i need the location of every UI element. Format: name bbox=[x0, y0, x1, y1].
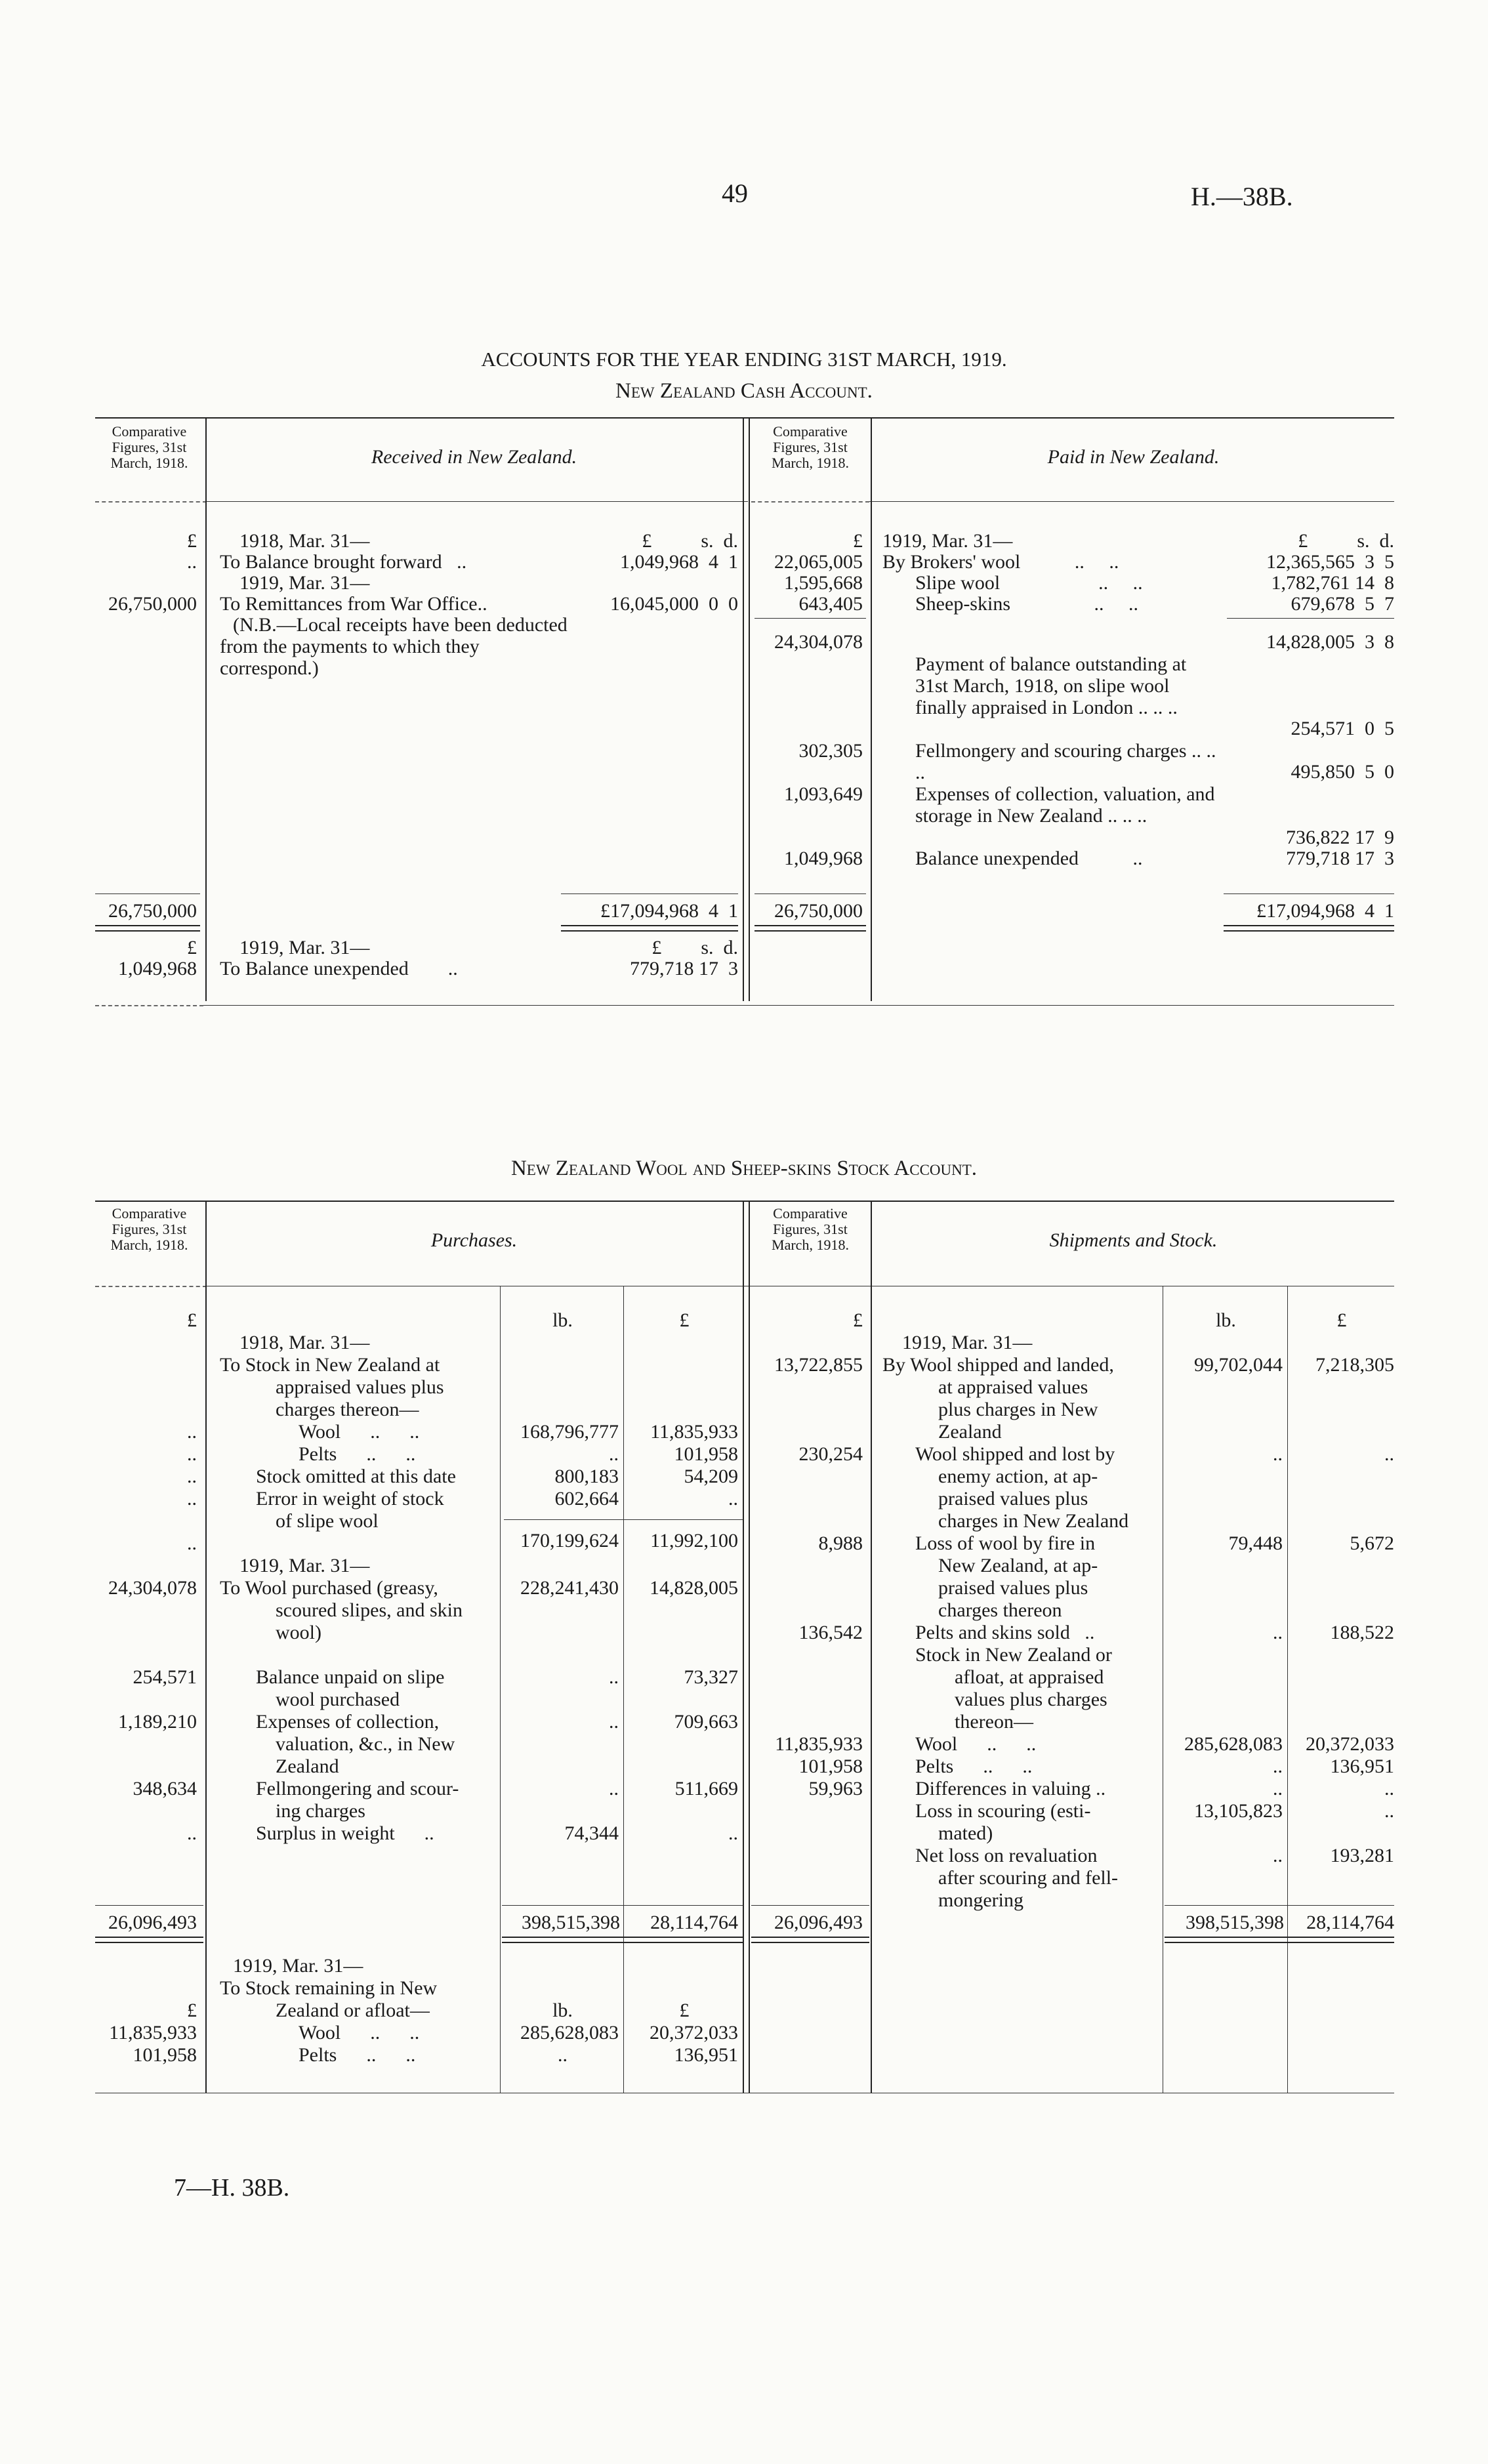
stock-left-comp-unpaid: 254,571 bbox=[133, 1666, 197, 1688]
cash-left-comp-currency: £ bbox=[187, 530, 197, 552]
cash-right-subrule bbox=[1227, 618, 1394, 619]
stock-right-pound-netloss: 193,281 bbox=[1330, 1845, 1394, 1866]
stock-right-line-lost: Wool shipped and lost by bbox=[915, 1443, 1115, 1465]
stock-left-comp-currency: £ bbox=[187, 1309, 197, 1331]
stock-header-dash-left bbox=[95, 1286, 207, 1287]
stock-right-lb-netloss: .. bbox=[1273, 1845, 1283, 1866]
stock-right-comp-pelts: 101,958 bbox=[798, 1756, 863, 1777]
cash-right-balance-amount: 779,718 17 3 bbox=[1286, 848, 1394, 869]
stock-right-comp-pelts-sold: 136,542 bbox=[798, 1622, 863, 1643]
cash-double-rule-d bbox=[1224, 925, 1394, 932]
stock-right-line-pelts-sold: Pelts and skins sold .. bbox=[915, 1622, 1095, 1643]
cash-left-sd-header: £ s. d. bbox=[642, 530, 738, 552]
stock-right-line-shipped3: plus charges in New bbox=[938, 1399, 1098, 1420]
stock-left-line-charges: charges thereon— bbox=[276, 1399, 419, 1420]
stock-double-rule-d bbox=[1165, 1937, 1394, 1943]
stock-bottom-lb-wool: 285,628,083 bbox=[520, 2022, 619, 2043]
cash-right-fell-label: Fellmongery and scouring charges .. .. .. bbox=[915, 740, 1216, 783]
stock-left-line-fell: Fellmongering and scour- bbox=[256, 1778, 459, 1799]
stock-bottom-comp-wool: 11,835,933 bbox=[109, 2022, 197, 2043]
stock-right-line-fire3: praised values plus bbox=[938, 1577, 1088, 1599]
stock-left-pound-unit: £ bbox=[679, 1309, 690, 1331]
cash-double-rule-c bbox=[754, 925, 866, 932]
stock-right-line-shipped2: at appraised values bbox=[938, 1376, 1088, 1398]
stock-left-total-lb: 398,515,398 bbox=[522, 1912, 620, 1933]
stock-right-line-lost3: praised values plus bbox=[938, 1488, 1088, 1509]
stock-left-lb-sub: 170,199,624 bbox=[520, 1530, 619, 1551]
stock-left-line-zealand: Zealand bbox=[276, 1756, 339, 1777]
cash-double-rule-b bbox=[561, 925, 738, 932]
stock-right-lb-shipped: 99,702,044 bbox=[1194, 1354, 1283, 1376]
stock-left-comp-omitted: .. bbox=[187, 1466, 197, 1487]
stock-right-comp-fire: 8,988 bbox=[818, 1532, 863, 1554]
stock-left-lb-unit: lb. bbox=[552, 1309, 573, 1331]
stock-left-comp-error: .. bbox=[187, 1488, 197, 1509]
stock-right-total-comp: 26,096,493 bbox=[774, 1912, 863, 1933]
cash-right-payment-amount: 254,571 0 5 bbox=[1291, 718, 1394, 739]
stock-left-line-appraised: appraised values plus bbox=[276, 1376, 444, 1398]
paid-header: Paid in New Zealand. bbox=[1047, 446, 1220, 468]
cash-right-skins-amount: 679,678 5 7 bbox=[1291, 593, 1394, 615]
stock-vrule-1 bbox=[205, 1201, 207, 2093]
cash-total-rule-a bbox=[95, 893, 200, 894]
stock-right-line-lost4: charges in New Zealand bbox=[938, 1510, 1129, 1532]
stock-total-rule-d bbox=[1165, 1905, 1394, 1906]
cash-double-rule-a bbox=[95, 925, 200, 932]
stock-left-lb-omitted: 800,183 bbox=[554, 1466, 619, 1487]
stock-right-lb-differences: .. bbox=[1273, 1778, 1283, 1799]
cash-right-slipe-label: Slipe wool .. .. bbox=[915, 572, 1143, 594]
stock-right-lb-fire: 79,448 bbox=[1228, 1532, 1283, 1554]
stock-right-line-netloss3: mongering bbox=[938, 1889, 1023, 1911]
cash-bottom-rule-dash bbox=[95, 1005, 203, 1006]
stock-left-pound-error: .. bbox=[728, 1488, 738, 1509]
cash-bottom-comp: 1,049,968 bbox=[118, 958, 197, 979]
stock-right-line-netloss2: after scouring and fell- bbox=[938, 1867, 1119, 1889]
stock-right-lb-pelts: .. bbox=[1273, 1756, 1283, 1777]
cash-header-dash-right bbox=[751, 501, 869, 503]
document-reference: H.—38B. bbox=[1191, 182, 1293, 211]
stock-right-pound-unit: £ bbox=[1336, 1309, 1347, 1331]
stock-bottom-line-date: 1919, Mar. 31— bbox=[233, 1955, 363, 1977]
stock-right-lb-scouring: 13,105,823 bbox=[1194, 1800, 1283, 1822]
cash-left-note: (N.B.—Local receipts have been deducted from the payments to which they correspond.) bbox=[220, 614, 568, 679]
stock-double-rule-b bbox=[502, 1937, 743, 1943]
cash-right-comp-currency: £ bbox=[853, 530, 863, 552]
cash-account-title: New Zealand Cash Account. bbox=[615, 379, 873, 403]
stock-left-pound-pelts: 101,958 bbox=[674, 1443, 738, 1465]
received-header: Received in New Zealand. bbox=[371, 446, 577, 468]
stock-total-rule-c bbox=[751, 1905, 869, 1906]
stock-left-comp-pelts: .. bbox=[187, 1443, 197, 1465]
stock-left-lb-purchased: 228,241,430 bbox=[520, 1577, 619, 1599]
cash-bottom-comp-currency: £ bbox=[187, 937, 197, 958]
stock-left-line-slipe: of slipe wool bbox=[276, 1510, 379, 1532]
cash-vrule-2 bbox=[743, 417, 744, 1001]
cash-bottom-sd-header: £ s. d. bbox=[651, 937, 738, 958]
cash-right-payment-label: Payment of balance outstanding at 31st March, 1918, on slipe wool finally appraised in London .. .. .. bbox=[915, 653, 1187, 718]
stock-bottom-lb-unit: lb. bbox=[552, 2000, 573, 2021]
cash-right-sd-header: £ s. d. bbox=[1298, 530, 1394, 552]
footer-signature: 7—H. 38B. bbox=[174, 2174, 290, 2202]
cash-right-comp-balance: 1,049,968 bbox=[784, 848, 863, 869]
stock-right-line-scouring2: mated) bbox=[938, 1822, 993, 1844]
stock-left-line-date1918: 1918, Mar. 31— bbox=[239, 1332, 370, 1353]
cash-comp-header-left: Comparative Figures, 31st March, 1918. bbox=[110, 423, 188, 471]
stock-left-lb-fell: .. bbox=[609, 1778, 619, 1799]
stock-comp-header-left: Comparative Figures, 31st March, 1918. bbox=[110, 1205, 188, 1253]
stock-right-line-shipped: By Wool shipped and landed, bbox=[882, 1354, 1114, 1376]
stock-right-line-stock4: thereon— bbox=[955, 1711, 1033, 1733]
stock-left-lb-pelts: .. bbox=[609, 1443, 619, 1465]
stock-bottom-pound-pelts: 136,951 bbox=[674, 2044, 738, 2066]
stock-right-comp-lost: 230,254 bbox=[798, 1443, 863, 1465]
stock-right-comp-differences: 59,963 bbox=[808, 1778, 863, 1799]
stock-right-pound-pelts-sold: 188,522 bbox=[1330, 1622, 1394, 1643]
stock-left-lb-wool: 168,796,777 bbox=[520, 1421, 619, 1443]
stock-left-pound-expenses: 709,663 bbox=[674, 1711, 738, 1733]
stock-right-lb-unit: lb. bbox=[1216, 1309, 1236, 1331]
shipments-header: Shipments and Stock. bbox=[1049, 1229, 1218, 1251]
stock-left-comp-sub: .. bbox=[187, 1532, 197, 1554]
stock-bottom-line-remaining: To Stock remaining in New bbox=[220, 1977, 438, 1999]
cash-right-brokers-label: By Brokers' wool .. .. bbox=[882, 551, 1119, 573]
cash-right-comp-subrule bbox=[754, 618, 866, 619]
stock-left-line-unpaid2: wool purchased bbox=[276, 1689, 400, 1710]
stock-right-line-differences: Differences in valuing .. bbox=[915, 1778, 1106, 1799]
cash-bottom-date: 1919, Mar. 31— bbox=[239, 937, 370, 958]
stock-vrule-2 bbox=[743, 1201, 744, 2093]
stock-left-lb-unpaid: .. bbox=[609, 1666, 619, 1688]
stock-right-total-lb: 398,515,398 bbox=[1186, 1912, 1284, 1933]
stock-double-rule-c bbox=[751, 1937, 869, 1943]
stock-right-comp-shipped: 13,722,855 bbox=[774, 1354, 863, 1376]
cash-left-date-1918: 1918, Mar. 31— bbox=[239, 530, 370, 552]
cash-right-balance-label: Balance unexpended .. bbox=[915, 848, 1143, 869]
stock-right-line-fire: Loss of wool by fire in bbox=[915, 1532, 1096, 1554]
cash-bottom-rule bbox=[203, 1005, 1394, 1006]
stock-left-lb-surplus: 74,344 bbox=[564, 1822, 619, 1844]
stock-right-pound-fire: 5,672 bbox=[1350, 1532, 1394, 1554]
stock-bottom-pound-unit: £ bbox=[679, 2000, 690, 2021]
stock-left-lb-expenses: .. bbox=[609, 1711, 619, 1733]
cash-left-comp-1: .. bbox=[187, 551, 197, 573]
stock-right-total-pound: 28,114,764 bbox=[1306, 1912, 1394, 1933]
stock-vrule-4 bbox=[871, 1201, 872, 2093]
cash-right-expenses-amount: 736,822 17 9 bbox=[1286, 827, 1394, 848]
page-number: 49 bbox=[722, 178, 748, 208]
stock-right-lb-lost: .. bbox=[1273, 1443, 1283, 1465]
stock-right-pound-pelts: 136,951 bbox=[1330, 1756, 1394, 1777]
cash-right-comp-brokers: 22,065,005 bbox=[774, 551, 863, 573]
cash-right-slipe-amount: 1,782,761 14 8 bbox=[1271, 572, 1394, 594]
stock-bottom-line-pelts: Pelts .. .. bbox=[299, 2044, 416, 2066]
stock-vrule-pound-left bbox=[623, 1286, 624, 2093]
cash-vrule-3 bbox=[749, 417, 750, 1001]
stock-left-line-date1919: 1919, Mar. 31— bbox=[239, 1555, 370, 1576]
cash-comp-header-right: Comparative Figures, 31st March, 1918. bbox=[772, 423, 849, 471]
stock-right-line-pelts: Pelts .. .. bbox=[915, 1756, 1033, 1777]
cash-header-dash-left bbox=[95, 501, 207, 503]
stock-left-line-error: Error in weight of stock bbox=[256, 1488, 444, 1509]
cash-left-total: £17,094,968 4 1 bbox=[600, 900, 738, 922]
stock-right-line-wool: Wool .. .. bbox=[915, 1733, 1037, 1755]
stock-total-rule-b bbox=[502, 1905, 743, 1906]
stock-left-pound-purchased: 14,828,005 bbox=[650, 1577, 738, 1599]
stock-right-line-stock2: afloat, at appraised bbox=[955, 1666, 1104, 1688]
stock-left-line-expenses: Expenses of collection, bbox=[256, 1711, 440, 1733]
cash-vrule-1 bbox=[205, 417, 207, 1001]
cash-total-rule-d bbox=[1224, 893, 1394, 894]
cash-left-comp-2: 26,750,000 bbox=[108, 593, 197, 615]
stock-vrule-pound-right bbox=[1287, 1286, 1288, 2093]
stock-left-line-tostock: To Stock in New Zealand at bbox=[220, 1354, 440, 1376]
stock-right-line-lost2: enemy action, at ap- bbox=[938, 1466, 1098, 1487]
cash-right-brokers-amount: 12,365,565 3 5 bbox=[1266, 551, 1394, 573]
cash-top-rule bbox=[95, 417, 1394, 419]
stock-right-comp-currency: £ bbox=[853, 1309, 863, 1331]
stock-left-comp-purchased: 24,304,078 bbox=[108, 1577, 197, 1599]
stock-top-rule bbox=[95, 1201, 1394, 1202]
cash-left-balance-label: To Balance brought forward .. bbox=[220, 551, 467, 573]
stock-left-pound-fell: 511,669 bbox=[674, 1778, 738, 1799]
stock-left-sub-rule bbox=[504, 1519, 743, 1520]
stock-left-line-valuation: valuation, &c., in New bbox=[276, 1733, 455, 1755]
cash-header-rule-left bbox=[207, 501, 748, 502]
cash-total-rule-c bbox=[754, 893, 866, 894]
stock-bottom-comp-currency: £ bbox=[187, 2000, 197, 2021]
stock-double-rule-a bbox=[95, 1937, 203, 1943]
cash-bottom-amount: 779,718 17 3 bbox=[630, 958, 738, 979]
stock-left-line-purchased: To Wool purchased (greasy, bbox=[220, 1577, 438, 1599]
cash-right-date: 1919, Mar. 31— bbox=[882, 530, 1013, 552]
cash-right-comp-slipe: 1,595,668 bbox=[784, 572, 863, 594]
stock-left-line-scoured: scoured slipes, and skin bbox=[276, 1599, 463, 1621]
stock-bottom-line-wool: Wool .. .. bbox=[299, 2022, 420, 2043]
stock-left-line-unpaid: Balance unpaid on slipe bbox=[256, 1666, 445, 1688]
stock-vrule-lb-left bbox=[500, 1286, 501, 2093]
stock-left-pound-sub: 11,992,100 bbox=[650, 1530, 738, 1551]
stock-right-pound-differences: .. bbox=[1384, 1778, 1394, 1799]
cash-right-total-comp: 26,750,000 bbox=[774, 900, 863, 922]
stock-left-pound-wool: 11,835,933 bbox=[650, 1421, 738, 1443]
stock-left-line-omitted: Stock omitted at this date bbox=[256, 1466, 456, 1487]
cash-right-subtotal: 14,828,005 3 8 bbox=[1266, 631, 1394, 653]
purchases-header: Purchases. bbox=[430, 1229, 518, 1251]
cash-right-comp-expenses: 1,093,649 bbox=[784, 783, 863, 805]
stock-right-pound-wool: 20,372,033 bbox=[1306, 1733, 1394, 1755]
stock-right-comp-wool: 11,835,933 bbox=[775, 1733, 863, 1755]
stock-left-pound-unpaid: 73,327 bbox=[684, 1666, 738, 1688]
cash-left-date-1919: 1919, Mar. 31— bbox=[239, 572, 370, 594]
stock-right-line-date: 1919, Mar. 31— bbox=[902, 1332, 1033, 1353]
stock-bottom-comp-pelts: 101,958 bbox=[133, 2044, 197, 2066]
stock-right-pound-lost: .. bbox=[1384, 1443, 1394, 1465]
stock-right-line-fire2: New Zealand, at ap- bbox=[938, 1555, 1098, 1576]
cash-right-comp-skins: 643,405 bbox=[798, 593, 863, 615]
cash-header-rule-right bbox=[869, 501, 1394, 502]
stock-right-line-scouring: Loss in scouring (esti- bbox=[915, 1800, 1091, 1822]
stock-vrule-3 bbox=[749, 1201, 750, 2093]
stock-left-total-pound: 28,114,764 bbox=[650, 1912, 738, 1933]
stock-left-total-comp: 26,096,493 bbox=[108, 1912, 197, 1933]
stock-bottom-line-afloat: Zealand or afloat— bbox=[276, 2000, 430, 2021]
stock-left-line-wool: Wool .. .. bbox=[299, 1421, 420, 1443]
stock-left-lb-error: 602,664 bbox=[554, 1488, 619, 1509]
stock-left-comp-fell: 348,634 bbox=[133, 1778, 197, 1799]
stock-left-comp-surplus: .. bbox=[187, 1822, 197, 1844]
cash-left-total-comp: 26,750,000 bbox=[108, 900, 197, 922]
cash-right-fell-amount: 495,850 5 0 bbox=[1291, 761, 1394, 783]
cash-left-remittances-label: To Remittances from War Office.. bbox=[220, 593, 487, 615]
cash-left-remittances-amount: 16,045,000 0 0 bbox=[610, 593, 738, 615]
stock-left-line-surplus: Surplus in weight .. bbox=[256, 1822, 434, 1844]
stock-comp-header-right: Comparative Figures, 31st March, 1918. bbox=[772, 1205, 849, 1253]
cash-right-skins-label: Sheep-skins .. .. bbox=[915, 593, 1138, 615]
stock-left-pound-omitted: 54,209 bbox=[684, 1466, 738, 1487]
stock-right-line-stock: Stock in New Zealand or bbox=[915, 1644, 1112, 1666]
stock-left-line-fell2: ing charges bbox=[276, 1800, 365, 1822]
cash-left-balance-amount: 1,049,968 4 1 bbox=[620, 551, 738, 573]
stock-left-comp-expenses: 1,189,210 bbox=[118, 1711, 197, 1733]
stock-right-lb-pelts-sold: .. bbox=[1273, 1622, 1283, 1643]
cash-bottom-label: To Balance unexpended .. bbox=[220, 958, 458, 979]
cash-total-rule-b bbox=[561, 893, 738, 894]
stock-bottom-lb-pelts: .. bbox=[558, 2044, 568, 2066]
stock-right-line-fire4: charges thereon bbox=[938, 1599, 1062, 1621]
stock-total-rule-a bbox=[95, 1905, 203, 1906]
cash-right-comp-subtotal: 24,304,078 bbox=[774, 631, 863, 653]
cash-right-total: £17,094,968 4 1 bbox=[1256, 900, 1394, 922]
stock-right-line-stock3: values plus charges bbox=[955, 1689, 1107, 1710]
cash-right-expenses-label: Expenses of collection, valuation, and storage in New Zealand .. .. .. bbox=[915, 783, 1215, 827]
stock-left-pound-surplus: .. bbox=[728, 1822, 738, 1844]
stock-left-line-skinwool: wool) bbox=[276, 1622, 321, 1643]
page-title: ACCOUNTS FOR THE YEAR ENDING 31ST MARCH, 1919. bbox=[481, 348, 1007, 371]
cash-right-comp-payment: 302,305 bbox=[798, 740, 863, 762]
stock-bottom-pound-wool: 20,372,033 bbox=[650, 2022, 738, 2043]
stock-account-title: New Zealand Wool and Sheep-skins Stock Account. bbox=[510, 1157, 978, 1180]
stock-left-line-pelts: Pelts .. .. bbox=[299, 1443, 416, 1465]
stock-right-lb-wool: 285,628,083 bbox=[1184, 1733, 1283, 1755]
cash-vrule-4 bbox=[871, 417, 872, 1001]
stock-right-line-shipped4: Zealand bbox=[938, 1421, 1002, 1443]
stock-right-pound-scouring: .. bbox=[1384, 1800, 1394, 1822]
stock-right-pound-shipped: 7,218,305 bbox=[1315, 1354, 1394, 1376]
stock-left-comp-wool: .. bbox=[187, 1421, 197, 1443]
stock-right-line-netloss: Net loss on revaluation bbox=[915, 1845, 1098, 1866]
